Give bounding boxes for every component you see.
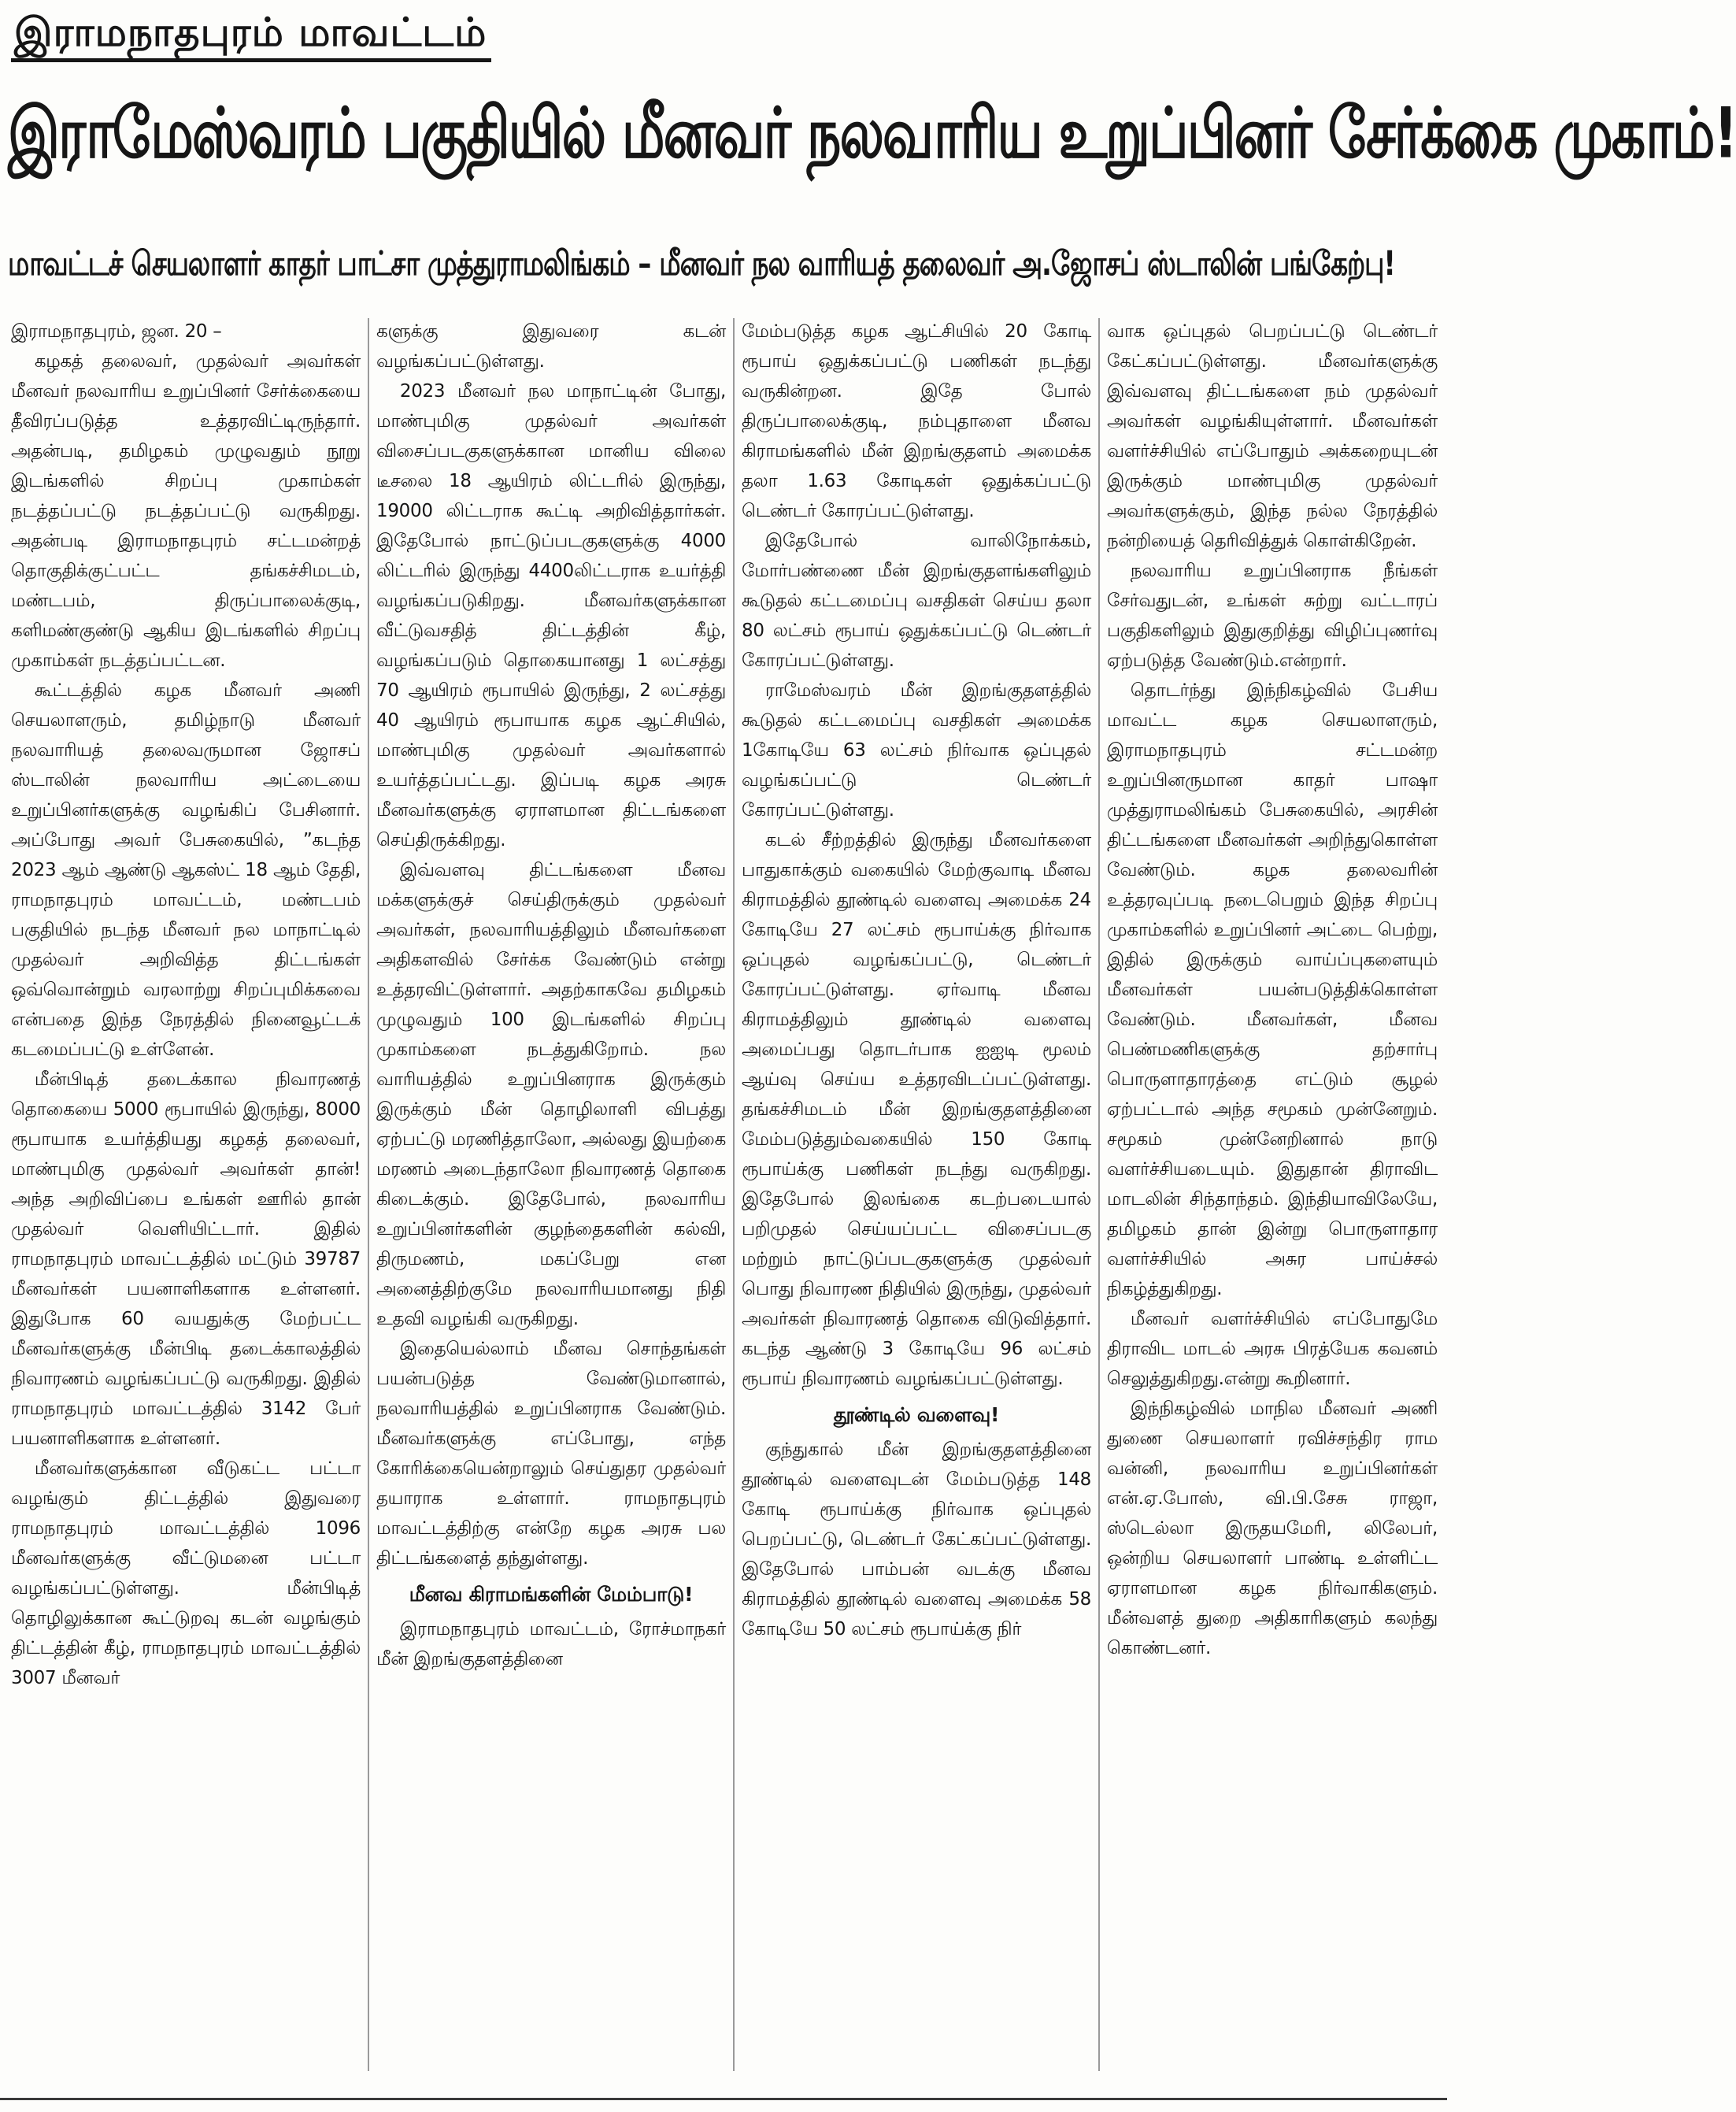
section-heading: தூண்டில் வளைவு! [833, 1403, 1000, 1426]
paragraph: மீனவர்களுக்கான வீடுகட்ட பட்டா வழங்கும் திட்டத்தில் இதுவரை ராமநாதபுரம் மாவட்டத்தில் 1096 மீனவர்களுக்கு வீட்டுமனை பட்டா வழங்கப்பட்டுள்ளது. மீன்பிடித் தொழிலுக்கான கூட்டுறவு கடன் வழங்கும் திட்டத்தின் கீழ், ராமநாதபுரம் மாவட்டத்தில் 3007 மீனவர் [11, 1458, 361, 1688]
subheadline: மாவட்டச் செயலாளர் காதர் பாட்சா முத்துராமலிங்கம் – மீனவர் நல வாரியத் தலைவர் அ.ஜோசப் ஸ்டாலின் பங்கேற்பு! [8, 244, 1395, 283]
dateline: இராமநாதபுரம், ஜன. 20 – [11, 321, 222, 342]
column-divider [733, 318, 735, 2071]
paragraph: வாக ஒப்புதல் பெறப்பட்டு டெண்டர் கேட்கப்பட்டுள்ளது. மீனவர்களுக்கு இவ்வளவு திட்டங்களை நம் முதல்வர் அவர்கள் வழங்கியுள்ளார். மீனவர்கள் வளர்ச்சியில் எப்போதும் அக்கறையுடன் இருக்கும் மாண்புமிகு முதல்வர் அவர்களுக்கும், இந்த நல்ல நேரத்தில் நன்றியைத் தெரிவித்துக் கொள்கிறேன். [1107, 321, 1438, 551]
paragraph: ராமேஸ்வரம் மீன் இறங்குதளத்தில் கூடுதல் கட்டமைப்பு வசதிகள் அமைக்க 1கோடியே 63 லட்சம் நிர்வாக ஒப்புதல் வழங்கப்பட்டு டெண்டர் கோரப்பட்டுள்ளது. [742, 680, 1091, 821]
section-heading: மீனவ கிராமங்களின் மேம்பாடு! [409, 1583, 694, 1606]
article-column-3 [742, 317, 1091, 2081]
paragraph: 2023 மீனவர் நல மாநாட்டின் போது, மாண்புமிகு முதல்வர் அவர்கள் விசைப்படகுகளுக்கான மானிய விலை டீசலை 18 ஆயிரம் லிட்டரில் இருந்து, 19000 லிட்டராக கூட்டி அறிவித்தார்கள். இதேபோல் நாட்டுப்படகுகளுக்கு 4000 லிட்டரில் இருந்து 4400லிட்டராக உயர்த்தி வழங்கப்படுகிறது. மீனவர்களுக்கான வீட்டுவசதித் திட்டத்தின் கீழ், வழங்கப்படும் தொகையானது 1 லட்சத்து 70 ஆயிரம் ரூபாயில் இருந்து, 2 லட்சத்து 40 ஆயிரம் ரூபாயாக கழக ஆட்சியில், மாண்புமிகு முதல்வர் அவர்களால் உயர்த்தப்பட்டது. இப்படி கழக அரசு மீனவர்களுக்கு ஏராளமான திட்டங்களை செய்திருக்கிறது. [376, 381, 726, 850]
article-column-2 [376, 317, 726, 2081]
paragraph: மீனவர் வளர்ச்சியில் எப்போதுமே திராவிட மாடல் அரசு பிரத்யேக கவனம் செலுத்துகிறது.என்று கூறினார். [1107, 1309, 1438, 1389]
paragraph: கடல் சீற்றத்தில் இருந்து மீனவர்களை பாதுகாக்கும் வகையில் மேற்குவாடி மீனவ கிராமத்தில் தூண்டில் வளைவு அமைக்க 24 கோடியே 27 லட்சம் ரூபாய்க்கு நிர்வாக ஒப்புதல் வழங்கப்பட்டு, டெண்டர் கோரப்பட்டுள்ளது. ஏர்வாடி மீனவ கிராமத்திலும் தூண்டில் வளைவு அமைப்பது தொடர்பாக ஐஐடி மூலம் ஆய்வு செய்ய உத்தரவிடப்பட்டுள்ளது. தங்கச்சிமடம் மீன் இறங்குதளத்தினை மேம்படுத்தும்வகையில் 150 கோடி ரூபாய்க்கு பணிகள் நடந்து வருகிறது. இதேபோல் இலங்கை கடற்படையால் பறிமுதல் செய்யப்பட்ட விசைப்படகு மற்றும் நாட்டுப்படகுகளுக்கு முதல்வர் பொது நிவாரண நிதியில் இருந்து, முதல்வர் அவர்கள் நிவாரணத் தொகை விடுவித்தார். கடந்த ஆண்டு 3 கோடியே 96 லட்சம் ரூபாய் நிவாரணம் வழங்கப்பட்டுள்ளது. [742, 830, 1091, 1389]
headline: இராமேஸ்வரம் பகுதியில் மீனவர் நலவாரிய உறுப்பினர் சேர்க்கை முகாம்! [8, 94, 1736, 175]
article-column-1 [11, 317, 361, 2081]
paragraph: கூட்டத்தில் கழக மீனவர் அணி செயலாளரும், தமிழ்நாடு மீனவர் நலவாரியத் தலைவருமான ஜோசப் ஸ்டாலின் நலவாரிய அட்டையை உறுப்பினர்களுக்கு வழங்கிப் பேசினார். அப்போது அவர் பேசுகையில், ”கடந்த 2023 ஆம் ஆண்டு ஆகஸ்ட் 18 ஆம் தேதி, ராமநாதபுரம் மாவட்டம், மண்டபம் பகுதியில் நடந்த மீனவர் நல மாநாட்டில் முதல்வர் அறிவித்த திட்டங்கள் ஒவ்வொன்றும் வரலாற்று சிறப்புமிக்கவை என்பதை இந்த நேரத்தில் நினைவூட்டக் கடமைப்பட்டு உள்ளேன். [11, 680, 361, 1060]
column-divider [368, 318, 369, 2071]
column-divider [1098, 318, 1100, 2071]
paragraph: இராமநாதபுரம் மாவட்டம், ரோச்மாநகர் மீன் இறங்குதளத்தினை [376, 1619, 726, 1669]
paragraph: களுக்கு இதுவரை கடன் வழங்கப்பட்டுள்ளது. [376, 321, 726, 372]
paragraph: கழகத் தலைவர், முதல்வர் அவர்கள் மீனவர் நலவாரிய உறுப்பினர் சேர்க்கையை தீவிரப்படுத்த உத்தரவிட்டிருந்தார். அதன்படி, தமிழகம் முழுவதும் நூறு இடங்களில் சிறப்பு முகாம்கள் நடத்தப்பட்டு நடத்தப்பட்டு வருகிறது. அதன்படி இராமநாதபுரம் சட்டமன்றத் தொகுதிக்குட்பட்ட தங்கச்சிமடம், மண்டபம், திருப்பாலைக்குடி, களிமண்குண்டு ஆகிய இடங்களில் சிறப்பு முகாம்கள் நடத்தப்பட்டன. [11, 351, 361, 671]
paragraph: இதையெல்லாம் மீனவ சொந்தங்கள் பயன்படுத்த வேண்டுமானால், நலவாரியத்தில் உறுப்பினராக வேண்டும். மீனவர்களுக்கு எப்போது, எந்த கோரிக்கையென்றாலும் செய்துதர முதல்வர் தயாராக உள்ளார். ராமநாதபுரம் மாவட்டத்திற்கு என்றே கழக அரசு பல திட்டங்களைத் தந்துள்ளது. [376, 1339, 726, 1569]
paragraph: இந்நிகழ்வில் மாநில மீனவர் அணி துணை செயலாளர் ரவிச்சந்திர ராம வன்னி, நலவாரிய உறுப்பினர்கள் என்.ஏ.போஸ், வி.பி.சேசு ராஜா, ஸ்டெல்லா இருதயமேரி, லிலேபர், ஒன்றிய செயலாளர் பாண்டி உள்ளிட்ட ஏராளமான கழக நிர்வாகிகளும். மீன்வளத் துறை அதிகாரிகளும் கலந்து கொண்டனர். [1107, 1399, 1438, 1658]
paragraph: இதேபோல் வாலிநோக்கம், மோர்பண்ணை மீன் இறங்குதளங்களிலும் கூடுதல் கட்டமைப்பு வசதிகள் செய்ய தலா 80 லட்சம் ரூபாய் ஒதுக்கப்பட்டு டெண்டர் கோரப்பட்டுள்ளது. [742, 531, 1091, 671]
paragraph: மீன்பிடித் தடைக்கால நிவாரணத் தொகையை 5000 ரூபாயில் இருந்து, 8000 ரூபாயாக உயர்த்தியது கழகத் தலைவர், மாண்புமிகு முதல்வர் அவர்கள் தான்! அந்த அறிவிப்பை உங்கள் ஊரில் தான் முதல்வர் வெளியிட்டார். இதில் ராமநாதபுரம் மாவட்டத்தில் மட்டும் 39787 மீனவர்கள் பயனாளிகளாக உள்ளனர். இதுபோக 60 வயதுக்கு மேற்பட்ட மீனவர்களுக்கு மீன்பிடி தடைக்காலத்தில் நிவாரணம் வழங்கப்பட்டு வருகிறது. இதில் ராமநாதபுரம் மாவட்டத்தில் 3142 பேர் பயனாளிகளாக உள்ளனர். [11, 1069, 361, 1449]
page-bottom-rule [0, 2098, 1447, 2100]
article-column-4 [1107, 317, 1438, 2081]
paragraph: குந்துகால் மீன் இறங்குதளத்தினை தூண்டில் வளைவுடன் மேம்படுத்த 148 கோடி ரூபாய்க்கு நிர்வாக ஒப்புதல் பெறப்பட்டு, டெண்டர் கேட்கப்பட்டுள்ளது. இதேபோல் பாம்பன் வடக்கு மீனவ கிராமத்தில் தூண்டில் வளைவு அமைக்க 58 கோடியே 50 லட்சம் ரூபாய்க்கு நிர் [742, 1439, 1091, 1640]
district-title: இராமநாதபுரம் மாவட்டம் [11, 8, 491, 62]
paragraph: இவ்வளவு திட்டங்களை மீனவ மக்களுக்குச் செய்திருக்கும் முதல்வர் அவர்கள், நலவாரியத்திலும் மீனவர்களை அதிகளவில் சேர்க்க வேண்டும் என்று உத்தரவிட்டுள்ளார். அதற்காகவே தமிழகம் முழுவதும் 100 இடங்களில் சிறப்பு முகாம்களை நடத்துகிறோம். நல வாரியத்தில் உறுப்பினராக இருக்கும் இருக்கும் மீன் தொழிலாளி விபத்து ஏற்பட்டு மரணித்தாலோ, அல்லது இயற்கை மரணம் அடைந்தாலோ நிவாரணத் தொகை கிடைக்கும். இதேபோல், நலவாரிய உறுப்பினர்களின் குழந்தைகளின் கல்வி, திருமணம், மகப்பேறு என அனைத்திற்குமே நலவாரியமானது நிதி உதவி வழங்கி வருகிறது. [376, 860, 726, 1329]
paragraph: நலவாரிய உறுப்பினராக நீங்கள் சேர்வதுடன், உங்கள் சுற்று வட்டாரப் பகுதிகளிலும் இதுகுறித்து விழிப்புணர்வு ஏற்படுத்த வேண்டும்.என்றார். [1107, 561, 1438, 671]
paragraph: தொடர்ந்து இந்நிகழ்வில் பேசிய மாவட்ட கழக செயலாளரும், இராமநாதபுரம் சட்டமன்ற உறுப்பினருமான காதர் பாஷா முத்துராமலிங்கம் பேசுகையில், அரசின் திட்டங்களை மீனவர்கள் அறிந்துகொள்ள வேண்டும். கழக தலைவரின் உத்தரவுப்படி நடைபெறும் இந்த சிறப்பு முகாம்களில் உறுப்பினர் அட்டை பெற்று, இதில் இருக்கும் வாய்ப்புகளையும் மீனவர்கள் பயன்படுத்திக்கொள்ள வேண்டும். மீனவர்கள், மீனவ பெண்மணிகளுக்கு தற்சார்பு பொருளாதாரத்தை எட்டும் சூழல் ஏற்பட்டால் அந்த சமூகம் முன்னேறும். சமூகம் முன்னேறினால் நாடு வளர்ச்சியடையும். இதுதான் திராவிட மாடலின் சிந்தாந்தம். இந்தியாவிலேயே, தமிழகம் தான் இன்று பொருளாதார வளர்ச்சியில் அசுர பாய்ச்சல் நிகழ்த்துகிறது. [1107, 680, 1438, 1299]
paragraph: மேம்படுத்த கழக ஆட்சியில் 20 கோடி ரூபாய் ஒதுக்கப்பட்டு பணிகள் நடந்து வருகின்றன. இதே போல் திருப்பாலைக்குடி, நம்புதாளை மீனவ கிராமங்களில் மீன் இறங்குதளம் அமைக்க தலா 1.63 கோடிகள் ஒதுக்கப்பட்டு டெண்டர் கோரப்பட்டுள்ளது. [742, 321, 1091, 521]
